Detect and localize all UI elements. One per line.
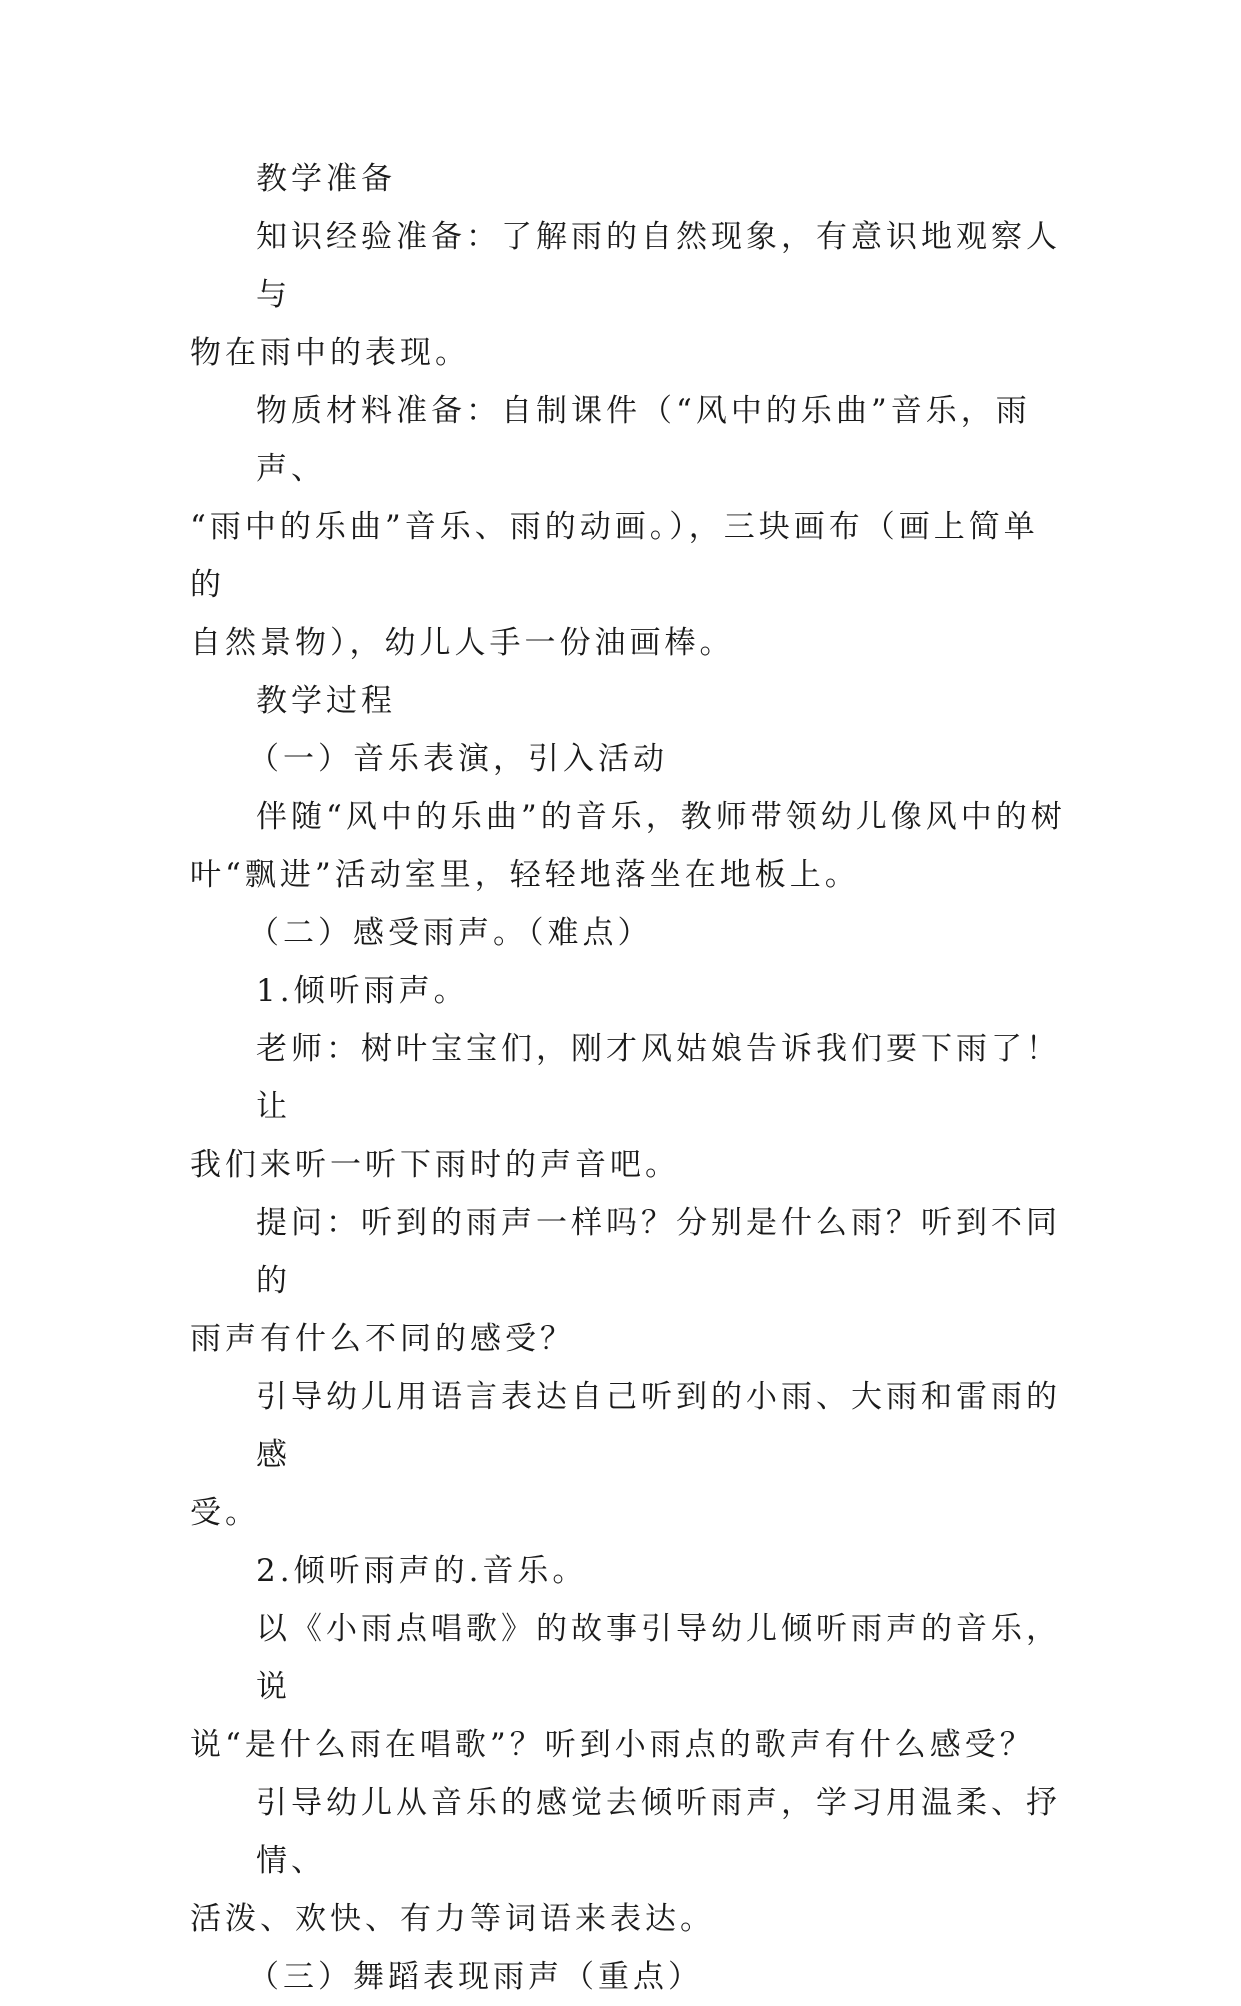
teacher-dialogue-line-2: 我们来听一听下雨时的声音吧。: [190, 1147, 680, 1183]
story-line-2: 说“是什么雨在唱歌”？听到小雨点的歌声有什么感受？: [190, 1727, 1035, 1763]
section-one-heading: （一）音乐表演，引入活动: [248, 741, 668, 777]
section-three-heading: （三）舞蹈表现雨声（重点）: [248, 1959, 703, 1995]
guidance-line-2: 受。: [190, 1495, 260, 1531]
materials-prep-line-2: “雨中的乐曲”音乐、雨的动画。），三块画布（画上简单的: [190, 509, 1039, 603]
section-one-paragraph-line-1: 伴随“风中的乐曲”的音乐，教师带领幼儿像风中的树: [256, 799, 1066, 835]
materials-prep-line-1: 物质材料准备：自制课件（“风中的乐曲”音乐，雨声、: [256, 393, 1031, 487]
music-guidance-line-2: 活泼、欢快、有力等词语来表达。: [190, 1901, 715, 1937]
teacher-dialogue-line-1: 老师：树叶宝宝们，刚才风姑娘告诉我们要下雨了！让: [256, 1031, 1061, 1125]
step-one-heading: 1.倾听雨声。: [256, 973, 469, 1009]
question-line-2: 雨声有什么不同的感受？: [190, 1321, 575, 1357]
guidance-line-1: 引导幼儿用语言表达自己听到的小雨、大雨和雷雨的感: [256, 1379, 1061, 1473]
process-heading: 教学过程: [256, 683, 396, 719]
materials-prep-line-3: 自然景物），幼儿人手一份油画棒。: [190, 625, 735, 661]
knowledge-prep-line-2: 物在雨中的表现。: [190, 335, 470, 371]
story-line-1: 以《小雨点唱歌》的故事引导幼儿倾听雨声的音乐，说: [256, 1611, 1061, 1705]
knowledge-prep-line-1: 知识经验准备：了解雨的自然现象，有意识地观察人与: [256, 219, 1061, 313]
question-line-1: 提问：听到的雨声一样吗？分别是什么雨？听到不同的: [256, 1205, 1061, 1299]
section-two-heading: （二）感受雨声。（难点）: [248, 915, 653, 951]
music-guidance-line-1: 引导幼儿从音乐的感觉去倾听雨声，学习用温柔、抒情、: [256, 1785, 1061, 1879]
section-one-paragraph-line-2: 叶“飘进”活动室里，轻轻地落坐在地板上。: [190, 857, 860, 893]
step-two-heading: 2.倾听雨声的.音乐。: [256, 1553, 588, 1589]
document-body: [190, 150, 1070, 2006]
preparation-heading: 教学准备: [256, 161, 396, 197]
